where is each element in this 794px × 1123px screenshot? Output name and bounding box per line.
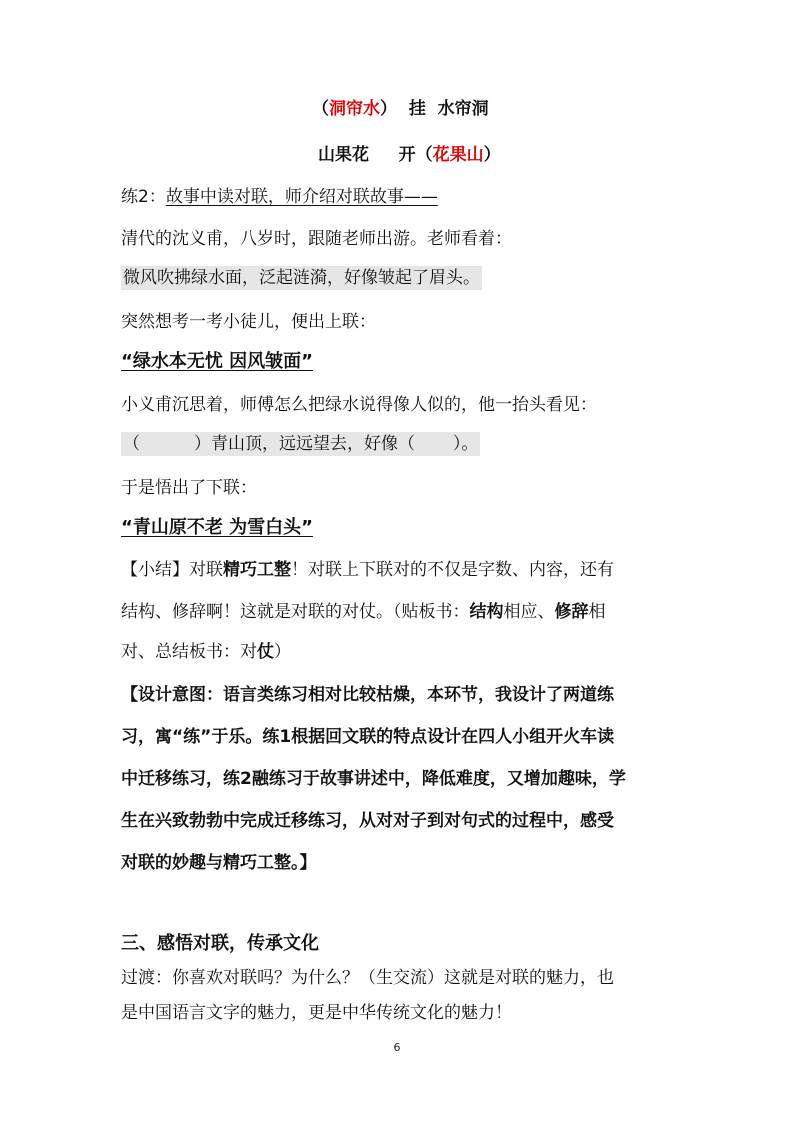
story-line-6: 于是悟出了下联： — [121, 478, 257, 498]
summary-1a: 【小结】对联 — [121, 560, 223, 580]
design-line-3: 中迁移练习，练2融练习于故事讲述中，降低难度，又增加趣味，学 — [121, 769, 626, 789]
summary-line-1 — [121, 558, 614, 582]
summary-line-3 — [121, 640, 291, 664]
ex2-intro: 故事中读对联，师介绍对联故事—— — [165, 187, 438, 207]
couplet-line-2-close: ） — [483, 145, 501, 165]
couplet-line-2 — [318, 143, 501, 167]
story-line-2 — [121, 266, 482, 290]
story-line-5 — [121, 432, 480, 456]
summary-2d: 修辞 — [554, 602, 589, 622]
couplet-line-2-left: 山果花 — [318, 145, 369, 165]
story-line-4: 小义甫沉思着，师傅怎么把绿水说得像人似的，他一抬头看见： — [121, 395, 597, 415]
summary-2a: 结构、修辞啊！这就是对联的对仗。（贴板书： — [121, 602, 470, 622]
summary-2c: 相应、 — [503, 602, 555, 622]
summary-2b: 结构 — [469, 602, 504, 622]
section-3-para-2: 是中国语言文字的魅力，更是中华传统文化的魅力！ — [121, 1003, 512, 1023]
design-line-1: 【设计意图：语言类练习相对比较枯燥，本环节，我设计了两道练 — [121, 685, 614, 705]
summary-1b: 精巧工整 — [223, 560, 291, 580]
story-highlight-1: 微风吹拂绿水面，泛起涟漪，好像皱起了眉头。 — [123, 268, 480, 288]
paren-open: （ — [312, 99, 329, 119]
design-line-5: 对联的妙趣与精巧工整。】 — [121, 853, 317, 873]
design-line-4: 生在兴致勃勃中完成迁移练习，从对对子到对句式的过程中，感受 — [121, 811, 614, 831]
lower-couplet: “青山原不老 为雪白头” — [121, 517, 313, 538]
summary-3b: 仗 — [257, 642, 274, 662]
couplet-line-1-rest: 挂 水帘洞 — [408, 99, 489, 119]
couplet-word-red-1: 洞帘水 — [329, 99, 380, 119]
story-highlight-2: （ ）青山顶，远远望去，好像（ ）。 — [123, 434, 479, 454]
upper-couplet: “绿水本无忧 因风皱面” — [121, 351, 313, 372]
ex2-intro-line — [121, 185, 438, 209]
section-3-title: 三、感悟对联，传承文化 — [121, 933, 319, 954]
page-number: 6 — [393, 1041, 401, 1054]
summary-1c: ！对联上下联对的不仅是字数、内容，还有 — [291, 560, 614, 580]
summary-3c: ） — [274, 642, 291, 662]
design-line-2: 习，寓“练”于乐。练1根据回文联的特点设计在四人小组开火车读 — [121, 727, 615, 747]
story-line-3: 突然想考一考小徒儿，便出上联： — [121, 312, 376, 332]
section-3-para-1: 过渡：你喜欢对联吗？为什么？（生交流）这就是对联的魅力，也 — [121, 968, 614, 988]
ex2-label: 练2： — [121, 187, 166, 207]
summary-line-2 — [121, 600, 606, 624]
summary-2e: 相 — [588, 602, 606, 622]
couplet-word-red-2: 花果山 — [432, 145, 484, 165]
paren-close: ） — [380, 99, 397, 119]
story-line-1: 清代的沈义甫，八岁时，跟随老师出游。老师看着： — [121, 229, 512, 249]
couplet-line-2-mid: 开（ — [398, 145, 433, 165]
summary-3a: 对、总结板书：对 — [121, 642, 257, 662]
couplet-line-1 — [312, 97, 489, 121]
